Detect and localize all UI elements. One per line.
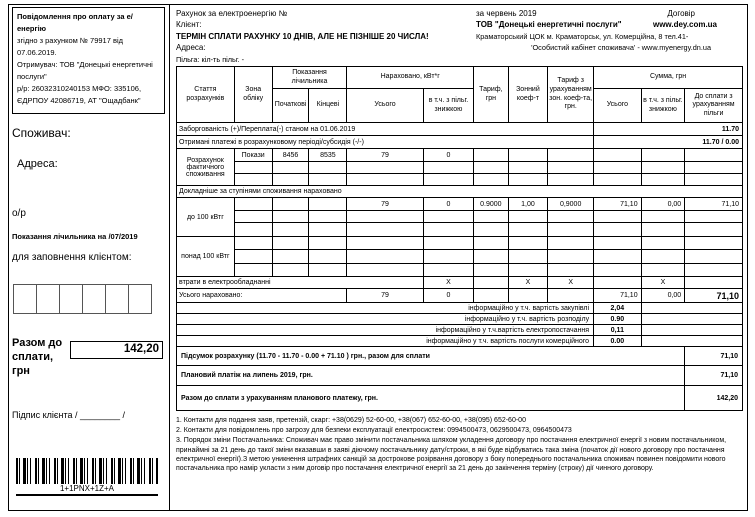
empty-cell <box>347 250 423 264</box>
info-label: інформаційно у т.ч. вартість послуги комерційного <box>177 336 594 347</box>
empty-cell <box>548 174 594 186</box>
empty-cell <box>594 237 642 250</box>
meter-digit-box <box>59 284 83 314</box>
billing-period: за червень 2019 <box>476 9 537 18</box>
empty-cell <box>685 211 743 223</box>
total-accrued-incl: 0 <box>423 289 473 303</box>
empty-cell <box>234 211 272 223</box>
empty-cell <box>508 162 548 174</box>
footer-notes <box>176 416 743 474</box>
total-accrued-to-pay: 71,10 <box>685 289 743 303</box>
col-zone: Зона обліку <box>234 67 272 123</box>
empty-cell <box>641 149 685 162</box>
empty-cell <box>423 237 473 250</box>
empty-cell <box>272 250 309 264</box>
col-kwh-incl-benefit: в т.ч. з пільг. знижкою <box>423 89 473 123</box>
empty-cell <box>309 223 347 237</box>
personal-cabinet-link: 'Особистий кабінет споживача' - www.myenergy.dn.ua <box>531 43 711 53</box>
empty-cell <box>508 223 548 237</box>
planned-payment-row <box>177 366 743 386</box>
empty-cell <box>272 211 309 223</box>
tier2-empty-row <box>177 264 743 277</box>
empty-cell <box>309 211 347 223</box>
empty-cell <box>548 237 594 250</box>
notice-recipient: Отримувач: ТОВ "Донецькі енергетичні послуги" <box>17 60 153 81</box>
detail-title: Докладніше за ступінями споживання нараховано <box>177 186 743 198</box>
empty-cell <box>474 223 509 237</box>
empty-cell <box>423 223 473 237</box>
empty-cell <box>594 162 642 174</box>
losses-label: втрати в електрообладнанні <box>177 277 424 289</box>
payments-row <box>177 136 743 149</box>
empty-cell <box>309 198 347 211</box>
total-accrued-sum-incl: 0,00 <box>641 289 685 303</box>
losses-x: X <box>423 277 473 289</box>
empty-cell <box>685 174 743 186</box>
empty-cell <box>474 289 509 303</box>
summary-row <box>177 347 743 366</box>
actual-start: 8456 <box>272 149 309 162</box>
client-label: Клієнт: <box>176 20 202 30</box>
empty-cell <box>548 149 594 162</box>
invoice-main-panel <box>170 5 747 510</box>
info-value: 2,04 <box>594 303 642 314</box>
empty-cell <box>309 162 347 174</box>
empty-cell <box>641 237 685 250</box>
tier2-empty-row <box>177 250 743 264</box>
empty-cell <box>594 211 642 223</box>
benefit-line: Пільга: кіл-ть пільг. - <box>176 54 245 64</box>
actual-empty-row <box>177 174 743 186</box>
empty-cell <box>641 325 742 336</box>
tier1-row <box>177 198 743 211</box>
grand-total-label: Разом до сплати з урахуванням планового платежу, грн. <box>177 386 685 411</box>
meter-reading-line <box>12 232 165 241</box>
table-header-row-1 <box>177 67 743 89</box>
empty-cell <box>474 250 509 264</box>
col-tariff-zone: Тариф з урахуванням зон. коеф-та, грн. <box>548 67 594 123</box>
losses-x: X <box>641 277 685 289</box>
empty-cell <box>234 264 272 277</box>
empty-cell <box>347 264 423 277</box>
barcode-block <box>16 458 158 496</box>
calculation-table <box>176 66 743 411</box>
debt-row <box>177 123 743 136</box>
col-tariff: Тариф, грн <box>474 67 509 123</box>
tier1-empty-row <box>177 223 743 237</box>
empty-cell <box>234 223 272 237</box>
planned-value: 71,10 <box>685 366 743 386</box>
grand-total-row <box>177 386 743 411</box>
info-value: 0,11 <box>594 325 642 336</box>
note-contacts: 1. Контакти для подання заяв, претензій, скарг: +38(0629) 52-60-00, +38(067) 652-60-00, +38(095) 652-60-00 <box>176 417 526 425</box>
total-accrued-sum: 71,10 <box>594 289 642 303</box>
barcode-text: 1+1PNX+1Z+A <box>16 484 158 496</box>
actual-total: 79 <box>347 149 423 162</box>
client-signature-line: Підпис клієнта / ________ / <box>12 410 126 421</box>
notice-account: р/р: 26032310240153 МФО: 335106, <box>17 84 142 93</box>
col-meter-start: Початкові <box>272 89 309 123</box>
empty-cell <box>272 237 309 250</box>
meter-fill-boxes <box>14 284 165 314</box>
empty-cell <box>423 211 473 223</box>
tier1-total: 79 <box>347 198 423 211</box>
total-accrued-row <box>177 289 743 303</box>
empty-cell <box>548 264 594 277</box>
empty-cell <box>548 211 594 223</box>
fill-by-client-label: для заповнення клієнтом: <box>12 252 132 263</box>
empty-cell <box>474 237 509 250</box>
empty-cell <box>347 223 423 237</box>
header-row-4 <box>176 44 743 52</box>
notice-invoice-ref: згідно з рахунком № 79917 від 07.06.2019. <box>17 36 123 57</box>
empty-cell <box>548 223 594 237</box>
payment-deadline-notice: ТЕРМІН СПЛАТИ РАХУНКУ 10 ДНІВ, АЛЕ НЕ ПІЗНІШЕ 20 ЧИСЛА! <box>176 31 429 41</box>
invoice-title: Рахунок за електроенергію № <box>176 9 288 18</box>
total-accrued-label: Усього нараховано: <box>177 289 347 303</box>
empty-cell <box>685 223 743 237</box>
meter-reading-label: Показання лічильника на <box>12 232 107 241</box>
empty-cell <box>594 174 642 186</box>
tier1-sum-incl: 0,00 <box>641 198 685 211</box>
empty-cell <box>685 250 743 264</box>
meter-digit-box <box>36 284 60 314</box>
empty-cell <box>641 303 742 314</box>
grand-total-value: 142,20 <box>685 386 743 411</box>
debt-value: 11.70 <box>594 123 743 136</box>
actual-consumption-row <box>177 149 743 162</box>
empty-cell <box>474 149 509 162</box>
empty-cell <box>594 264 642 277</box>
invoice-document <box>8 4 748 511</box>
empty-cell <box>474 277 509 289</box>
empty-cell <box>309 237 347 250</box>
meter-reading-date: /07/2019 <box>108 232 138 241</box>
tier1-to-pay: 71,10 <box>685 198 743 211</box>
payment-stub-panel <box>9 5 170 510</box>
empty-cell <box>641 223 685 237</box>
tier1-incl: 0 <box>423 198 473 211</box>
empty-cell <box>508 237 548 250</box>
actual-label: Розрахунок фактичного споживання <box>177 149 235 186</box>
note-safety: 2. Контакти для повідомлень про загрозу для безпеки експлуатації електросистем: 0994500473, 0629500473, 0964500473 <box>176 427 572 435</box>
actual-empty-row <box>177 162 743 174</box>
empty-cell <box>423 162 473 174</box>
note-supplier-change: 3. Порядок зміни Постачальника: Споживач має право змінити постачальника шляхом укладення договору про постачання електричної енергії з новим постачальником, принаймні за 21 день до такої зміни вказавши в заяві діючому постачальнику дату/строки, в які буде відбуватись така зміна (початок дії нового договору про постачання електричної енергії).З метою уникнення штрафних санкцій за дострокове розірвання договору з боку попереднього постачальника споживач повинен повідомити нового постачальника про намір укласти з ним договір про постачання електричної енергії за 21 день до закінчення терміну (строку) дії чинного договору. <box>176 437 727 472</box>
info-row <box>177 314 743 325</box>
empty-cell <box>508 211 548 223</box>
tier1-tariff: 0.9000 <box>474 198 509 211</box>
stub-address-label: Адреса: <box>17 158 58 170</box>
empty-cell <box>347 162 423 174</box>
empty-cell <box>234 174 272 186</box>
tier2-label: понад 100 кВтг <box>177 237 235 277</box>
empty-cell <box>548 250 594 264</box>
notice-title: Повідомлення про оплату за е/енергію <box>17 12 133 33</box>
empty-cell <box>685 149 743 162</box>
header-row-3 <box>176 33 743 41</box>
empty-cell <box>641 336 742 347</box>
empty-cell <box>423 174 473 186</box>
header-row-2 <box>176 21 743 29</box>
info-value: 0.00 <box>594 336 642 347</box>
contract-label: Договір <box>667 9 695 18</box>
col-sum-total: Усього <box>594 89 642 123</box>
supplier-website: www.dey.com.ua <box>652 20 717 30</box>
meter-digit-box <box>13 284 37 314</box>
empty-cell <box>234 237 272 250</box>
payment-notice-box <box>12 7 165 114</box>
empty-cell <box>272 174 309 186</box>
empty-cell <box>641 264 685 277</box>
empty-cell <box>474 162 509 174</box>
empty-cell <box>272 264 309 277</box>
empty-cell <box>508 149 548 162</box>
empty-cell <box>309 264 347 277</box>
empty-cell <box>508 250 548 264</box>
info-row <box>177 303 743 314</box>
info-value: 0.90 <box>594 314 642 325</box>
empty-cell <box>234 250 272 264</box>
personal-account-label: о/р <box>12 208 26 219</box>
col-zone-coef: Зонний коеф-т <box>508 67 548 123</box>
empty-cell <box>508 174 548 186</box>
tier1-label: до 100 кВтг <box>177 198 235 237</box>
col-sum: Сумма, грн <box>594 67 743 89</box>
tier1-coef: 1,00 <box>508 198 548 211</box>
empty-cell <box>474 211 509 223</box>
info-label: інформаційно у т.ч. вартість закупівлі <box>177 303 594 314</box>
meter-digit-box <box>128 284 152 314</box>
total-accrued-kwh: 79 <box>347 289 423 303</box>
notice-edrpou: ЄДРПОУ 42086719, АТ "Ощадбанк" <box>17 96 141 105</box>
payments-value: 11.70 / 0.00 <box>594 136 743 149</box>
col-accrued-kwh: Нараховано, кВт*г <box>347 67 474 89</box>
col-meter-readings: Показання лічильника <box>272 67 347 89</box>
meter-digit-box <box>82 284 106 314</box>
empty-cell <box>641 250 685 264</box>
empty-cell <box>309 174 347 186</box>
service-center-address: Краматорський ЦОК м. Краматорськ, ул. Комерційна, 8 тел.41- <box>476 31 689 41</box>
supplier-name: ТОВ "Донецькі енергетичні послуги" <box>476 20 622 30</box>
empty-cell <box>685 264 743 277</box>
tier1-tariff-zone: 0,9000 <box>548 198 594 211</box>
losses-x: X <box>508 277 548 289</box>
empty-cell <box>641 174 685 186</box>
empty-cell <box>474 264 509 277</box>
col-meter-end: Кінцеві <box>309 89 347 123</box>
col-kwh-total: Усього <box>347 89 423 123</box>
empty-cell <box>508 289 548 303</box>
losses-x: X <box>548 277 594 289</box>
empty-cell <box>548 162 594 174</box>
empty-cell <box>272 198 309 211</box>
empty-cell <box>309 250 347 264</box>
info-label: інформаційно у т.ч.вартість електропостачання <box>177 325 594 336</box>
empty-cell <box>423 250 473 264</box>
client-address-label: Адреса: <box>176 43 206 53</box>
header-row-1 <box>176 10 743 18</box>
empty-cell <box>641 211 685 223</box>
tier2-row <box>177 237 743 250</box>
empty-cell <box>234 198 272 211</box>
empty-cell <box>685 277 743 289</box>
tier1-empty-row <box>177 211 743 223</box>
meter-digit-box <box>105 284 129 314</box>
actual-zone: Покази <box>234 149 272 162</box>
empty-cell <box>594 277 642 289</box>
stub-total-value: 142,20 <box>70 341 163 359</box>
empty-cell <box>548 289 594 303</box>
empty-cell <box>594 250 642 264</box>
info-label: інформаційно у т.ч. вартість розподілу <box>177 314 594 325</box>
actual-incl: 0 <box>423 149 473 162</box>
stub-total-label: Разом до сплати, грн <box>12 337 63 377</box>
detail-title-row <box>177 186 743 198</box>
barcode-image <box>16 458 158 484</box>
empty-cell <box>423 264 473 277</box>
empty-cell <box>594 149 642 162</box>
empty-cell <box>641 162 685 174</box>
empty-cell <box>347 174 423 186</box>
empty-cell <box>272 223 309 237</box>
empty-cell <box>347 237 423 250</box>
empty-cell <box>685 237 743 250</box>
empty-cell <box>685 162 743 174</box>
stub-total-line <box>12 337 165 378</box>
col-sum-incl-benefit: в т.ч. з пільг. знижкою <box>641 89 685 123</box>
info-row <box>177 325 743 336</box>
empty-cell <box>641 314 742 325</box>
consumer-label: Споживач: <box>12 126 71 140</box>
header-row-5 <box>176 56 743 64</box>
summary-label: Підсумок розрахунку (11.70 - 11.70 - 0.00 + 71.10 ) грн., разом для сплати <box>177 347 685 366</box>
info-row <box>177 336 743 347</box>
actual-end: 8535 <box>309 149 347 162</box>
col-article: Стаття розрахунків <box>177 67 235 123</box>
losses-row <box>177 277 743 289</box>
empty-cell <box>347 211 423 223</box>
empty-cell <box>272 162 309 174</box>
tier1-sum-total: 71,10 <box>594 198 642 211</box>
debt-label: Заборгованість (+)/Переплата(-) станом на 01.06.2019 <box>177 123 594 136</box>
planned-label: Плановий платіж на липень 2019, грн. <box>177 366 685 386</box>
payments-label: Отримані платежі в розрахунковому періоді/субсидія (-/-) <box>177 136 594 149</box>
empty-cell <box>234 162 272 174</box>
summary-value: 71,10 <box>685 347 743 366</box>
col-to-pay-benefit: До сплати з урахуванням пільги <box>685 89 743 123</box>
empty-cell <box>474 174 509 186</box>
empty-cell <box>594 223 642 237</box>
empty-cell <box>508 264 548 277</box>
